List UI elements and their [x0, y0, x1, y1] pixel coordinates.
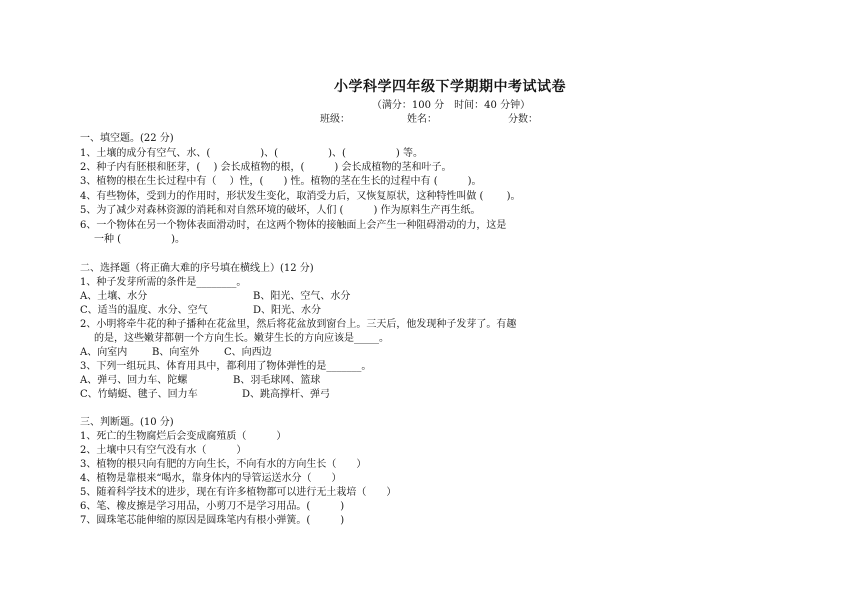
section2-q1-option-c: C、适当的温度、水分、空气 [80, 305, 208, 316]
section3-question-5: 5、随着科学技术的进步，现在有许多植物都可以进行无土栽培（ ） [80, 487, 397, 498]
score-label: 分数： [508, 114, 538, 125]
exam-subtitle: （满分：100 分 时间：40 分钟） [371, 100, 531, 111]
section3-question-2: 2、土壤中只有空气没有水（ ） [80, 445, 247, 456]
section2-q3-option-a: A、弹弓、回力车、陀螺 [80, 375, 188, 386]
section1-question-3: 3、植物的根在生长过程中有（ ）性，( ) 性。植物的茎在生长的过程中有 ( )。 [80, 176, 482, 187]
section3-heading: 三、判断题。(10 分) [80, 417, 174, 428]
section2-q1-option-b: B、阳光、空气、水分 [253, 291, 351, 302]
section1-heading: 一、填空题。(22 分) [80, 133, 174, 144]
section1-question-6: 6、一个物体在另一个物体表面滑动时，在这两个物体的接触面上会产生一种阻碍滑动的力，这是 [80, 220, 507, 231]
page-title: 小学科学四年级下学期期中考试试卷 [334, 79, 566, 95]
section2-heading: 二、选择题（将正确大难的序号填在横线上）(12 分) [80, 263, 314, 274]
section3-question-6: 6、笔、橡皮擦是学习用品，小剪刀不是学习用品。( ) [80, 501, 345, 512]
section2-q2-option-c: C、向西边 [224, 347, 272, 358]
section1-question-1: 1、土壤的成分有空气、水、( )、( )、( ) 等。 [80, 148, 423, 159]
section2-question-2-cont: 的是，这些嫩芽都朝一个方向生长。嫩芽生长的方向应该是_____。 [94, 333, 389, 344]
section2-q3-option-d: D、跳高撑杆、弹弓 [242, 389, 331, 400]
section2-question-2: 2、小明将牵牛花的种子播种在花盆里，然后将花盆放到窗台上。三天后，他发现种子发芽了。有趣 [80, 319, 517, 330]
section3-question-7: 7、圆珠笔芯能伸缩的原因是圆珠笔内有根小弹簧。( ) [80, 515, 345, 526]
section1-question-2: 2、种子内有胚根和胚芽，( ) 会长成植物的根，( ) 会长成植物的茎和叶子。 [80, 162, 452, 173]
section2-q3-option-c: C、竹蜻蜓、毽子、回力车 [80, 389, 198, 400]
section2-q3-option-b: B、羽毛球网、篮球 [233, 375, 321, 386]
section1-question-6-cont: 一种 ( )。 [94, 234, 185, 245]
section2-q2-option-b: B、向室外 [152, 347, 200, 358]
section2-q2-option-a: A、向室内 [80, 347, 128, 358]
section2-question-3: 3、下列一组玩具、体育用具中，都利用了物体弹性的是_______。 [80, 361, 372, 372]
section1-question-4: 4、有些物体，受到力的作用时，形状发生变化，取消受力后，又恢复原状，这种特性叫做 ( )。 [80, 191, 521, 202]
section1-question-5: 5、为了减少对森林资源的消耗和对自然环境的破坏，人们 ( ) 作为原料生产再生纸。 [80, 205, 481, 216]
section2-question-1: 1、种子发芽所需的条件是________。 [80, 277, 247, 288]
section3-question-4: 4、植物是靠根来“喝水，靠身体内的导管运送水分（ ） [80, 473, 342, 484]
name-label: 姓名： [407, 114, 437, 125]
section3-question-1: 1、死亡的生物腐烂后会变成腐殖质（ ） [80, 431, 287, 442]
class-label: 班级： [320, 114, 350, 125]
section2-q1-option-a: A、土壤、水分 [80, 291, 148, 302]
section3-question-3: 3、植物的根只向有肥的方向生长，不向有水的方向生长（ ） [80, 459, 367, 470]
section2-q1-option-d: D、阳光、水分 [253, 305, 322, 316]
